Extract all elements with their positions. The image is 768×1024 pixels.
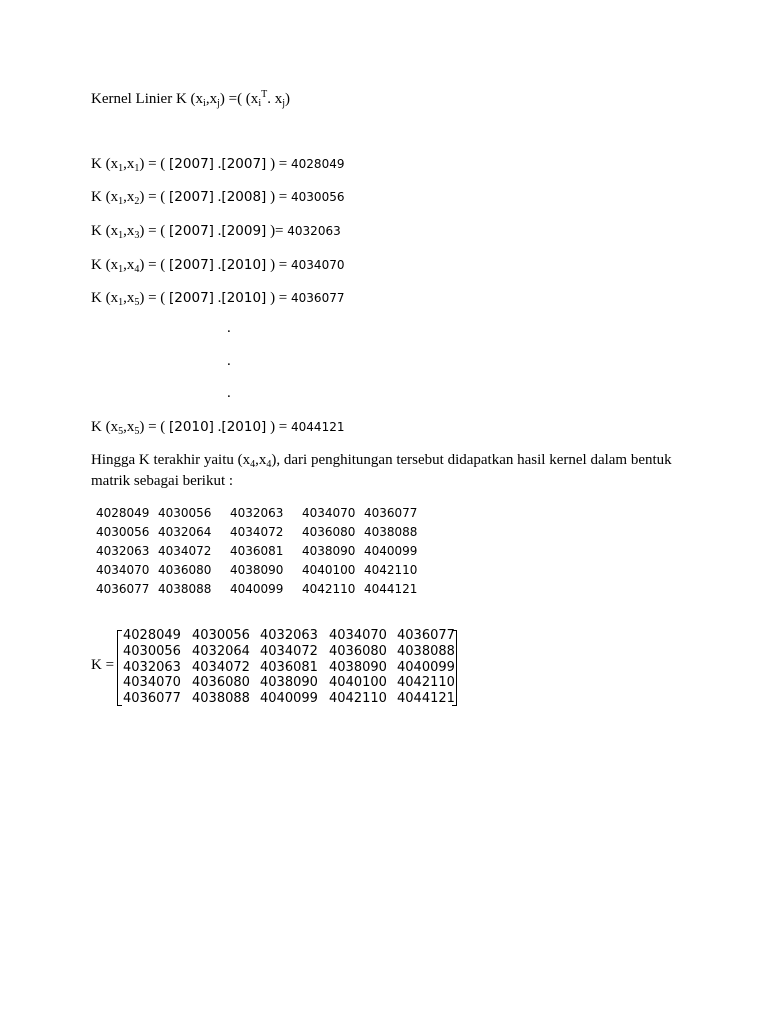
eq-sub: 1 (118, 297, 124, 308)
eq-sub: 5 (118, 426, 124, 437)
matrix-cell: 4034072 (260, 644, 318, 659)
table-cell: 4032064 (158, 524, 212, 539)
matrix-cell: 4040099 (260, 691, 318, 706)
table-cell: 4038088 (364, 524, 418, 539)
vector-value: [2010] (221, 290, 267, 306)
eq-sub: 1 (118, 163, 124, 174)
vector-value: [2007] (169, 156, 214, 172)
matrix-cell: 4036077 (123, 691, 181, 706)
table-cell: 4028049 (96, 505, 150, 520)
table-cell: 4040099 (364, 543, 418, 558)
matrix-cell: 4032064 (192, 644, 250, 659)
matrix-cell: 4028049 (123, 628, 181, 643)
table-cell: 4038090 (230, 562, 284, 577)
vector-value: [2010] (169, 419, 214, 435)
matrix-cell: 4038090 (260, 675, 318, 690)
matrix-cell: 4044121 (397, 691, 455, 706)
eq-sub: 5 (134, 297, 140, 308)
table-cell: 4040099 (230, 581, 284, 596)
table-cell: 4036081 (230, 543, 284, 558)
table-cell: 4032063 (230, 505, 284, 520)
table-cell: 4034070 (302, 505, 356, 520)
matrix-bracket-left (117, 630, 122, 706)
kernel-matrix (117, 628, 457, 706)
matrix-cell: 4032063 (123, 660, 181, 675)
kernel-equation: K $(x_1,x_4)$ = ( [2007] .[2010] ) = 4034070 (91, 257, 345, 275)
matrix-cell: 4038088 (192, 691, 250, 706)
kernel-equation: K $(x_1,x_5)$ = ( [2007] .[2010] ) = 4036077 (91, 290, 345, 308)
table-cell: 4038090 (302, 543, 356, 558)
paragraph-text: ), dari penghitungan tersebut didapatkan hasil kernel dalam bentuk (271, 452, 672, 468)
vector-value: [2010] (221, 257, 267, 273)
vector-value: [2007] (169, 290, 214, 306)
kernel-equation-last: K $(x_5,x_5)$ = ( [2010] .[2010] ) = 4044121 (91, 419, 345, 437)
eq-sign: ) = (266, 290, 292, 306)
eq-sub: 1 (134, 163, 140, 174)
heading-sub: j (282, 98, 285, 109)
table-cell: 4034072 (158, 543, 212, 558)
table-cell: 4036077 (96, 581, 150, 596)
heading-sub: j (217, 98, 220, 109)
heading-text: ,x (205, 91, 218, 107)
matrix-cell: 4030056 (192, 628, 250, 643)
eq-sub: 1 (118, 196, 124, 207)
eq-sign: ) = (266, 189, 292, 205)
matrix-cell: 4040100 (329, 675, 387, 690)
paragraph-text: Hingga K terakhir yaitu (x (91, 452, 251, 468)
kernel-formula-heading (91, 90, 290, 108)
ellipsis-dot: . (227, 320, 231, 336)
table-cell: 4036080 (302, 524, 356, 539)
eq-sign: ) = (266, 419, 292, 435)
eq-sub: 1 (118, 230, 124, 241)
eq-sub: 3 (134, 230, 140, 241)
table-cell: 4030056 (158, 505, 212, 520)
eq-result: 4044121 (291, 420, 345, 434)
vector-value: [2007] (169, 257, 214, 273)
paragraph-text: ,x (255, 452, 267, 468)
table-row (93, 522, 434, 541)
matrix-cell: 4034070 (329, 628, 387, 643)
kernel-equation: K $(x_1,x_1)$ = ( [2007] .[2007] ) = 4028049 (91, 156, 345, 174)
matrix-cell: 4036080 (192, 675, 250, 690)
table-row (93, 541, 434, 560)
vector-value: [2010] (221, 419, 267, 435)
matrix-cell: 4034072 (192, 660, 250, 675)
kernel-equation: K $(x_1,x_2)$ = ( [2007] .[2008] ) = 4030056 (91, 189, 345, 207)
eq-sign: )= (266, 223, 288, 239)
table-cell: 4036080 (158, 562, 212, 577)
table-cell: 4036077 (364, 505, 418, 520)
summary-paragraph (91, 450, 691, 492)
matrix-cell: 4036080 (329, 644, 387, 659)
heading-text: ) =( (x (219, 91, 259, 107)
eq-sign: ) = (266, 257, 292, 273)
matrix-cell: 4036081 (260, 660, 318, 675)
matrix-cell: 4040099 (397, 660, 455, 675)
heading-sup: T (261, 89, 268, 100)
eq-sign: ) = (266, 156, 292, 172)
heading-text: Kernel Linier K (x (91, 91, 204, 107)
eq-sub: 2 (134, 196, 140, 207)
eq-sub: 1 (118, 264, 124, 275)
vector-value: [2007] (221, 156, 267, 172)
heading-sub: i (258, 98, 262, 109)
matrix-cell: 4038090 (329, 660, 387, 675)
paragraph-sub: 4 (266, 459, 272, 470)
table-row (93, 579, 434, 598)
table-row (93, 503, 434, 522)
matrix-cell: 4042110 (329, 691, 387, 706)
matrix-cell: 4036077 (397, 628, 455, 643)
heading-sub: i (203, 98, 206, 109)
paragraph-text: matrik sebagai berikut : (91, 473, 234, 489)
heading-text: ) (284, 91, 290, 107)
kernel-equation: K $(x_1,x_3)$ = ( [2007] .[2009] )= 4032063 (91, 223, 341, 241)
ellipsis-dot: . (227, 353, 231, 369)
table-cell: 4042110 (364, 562, 418, 577)
vector-value: [2007] (169, 223, 214, 239)
table-cell: 4032063 (96, 543, 150, 558)
ellipsis-dot: . (227, 385, 231, 401)
vector-value: [2007] (169, 189, 214, 205)
vector-value: [2008] (221, 189, 267, 205)
table-row (93, 560, 434, 579)
matrix-cell: 4030056 (123, 644, 181, 659)
heading-text: . x (267, 91, 283, 107)
eq-result: 4032063 (287, 224, 341, 238)
eq-sub: 5 (134, 426, 140, 437)
eq-sub: 4 (134, 264, 140, 275)
matrix-cell: 4032063 (260, 628, 318, 643)
eq-result: 4028049 (291, 157, 345, 171)
matrix-cell: 4034070 (123, 675, 181, 690)
eq-result: 4034070 (291, 258, 345, 272)
eq-result: 4030056 (291, 190, 345, 204)
table-cell: 4040100 (302, 562, 356, 577)
paragraph-sub: 4 (250, 459, 256, 470)
table-cell: 4038088 (158, 581, 212, 596)
table-cell: 4042110 (302, 581, 356, 596)
table-cell: 4030056 (96, 524, 150, 539)
table-cell: 4034072 (230, 524, 284, 539)
kernel-table (93, 503, 434, 598)
eq-result: 4036077 (291, 291, 345, 305)
matrix-cell: 4042110 (397, 675, 455, 690)
table-cell: 4034070 (96, 562, 150, 577)
matrix-cell: 4038088 (397, 644, 455, 659)
table-cell: 4044121 (364, 581, 418, 596)
vector-value: [2009] (221, 223, 267, 239)
matrix-label: K = (91, 657, 115, 673)
